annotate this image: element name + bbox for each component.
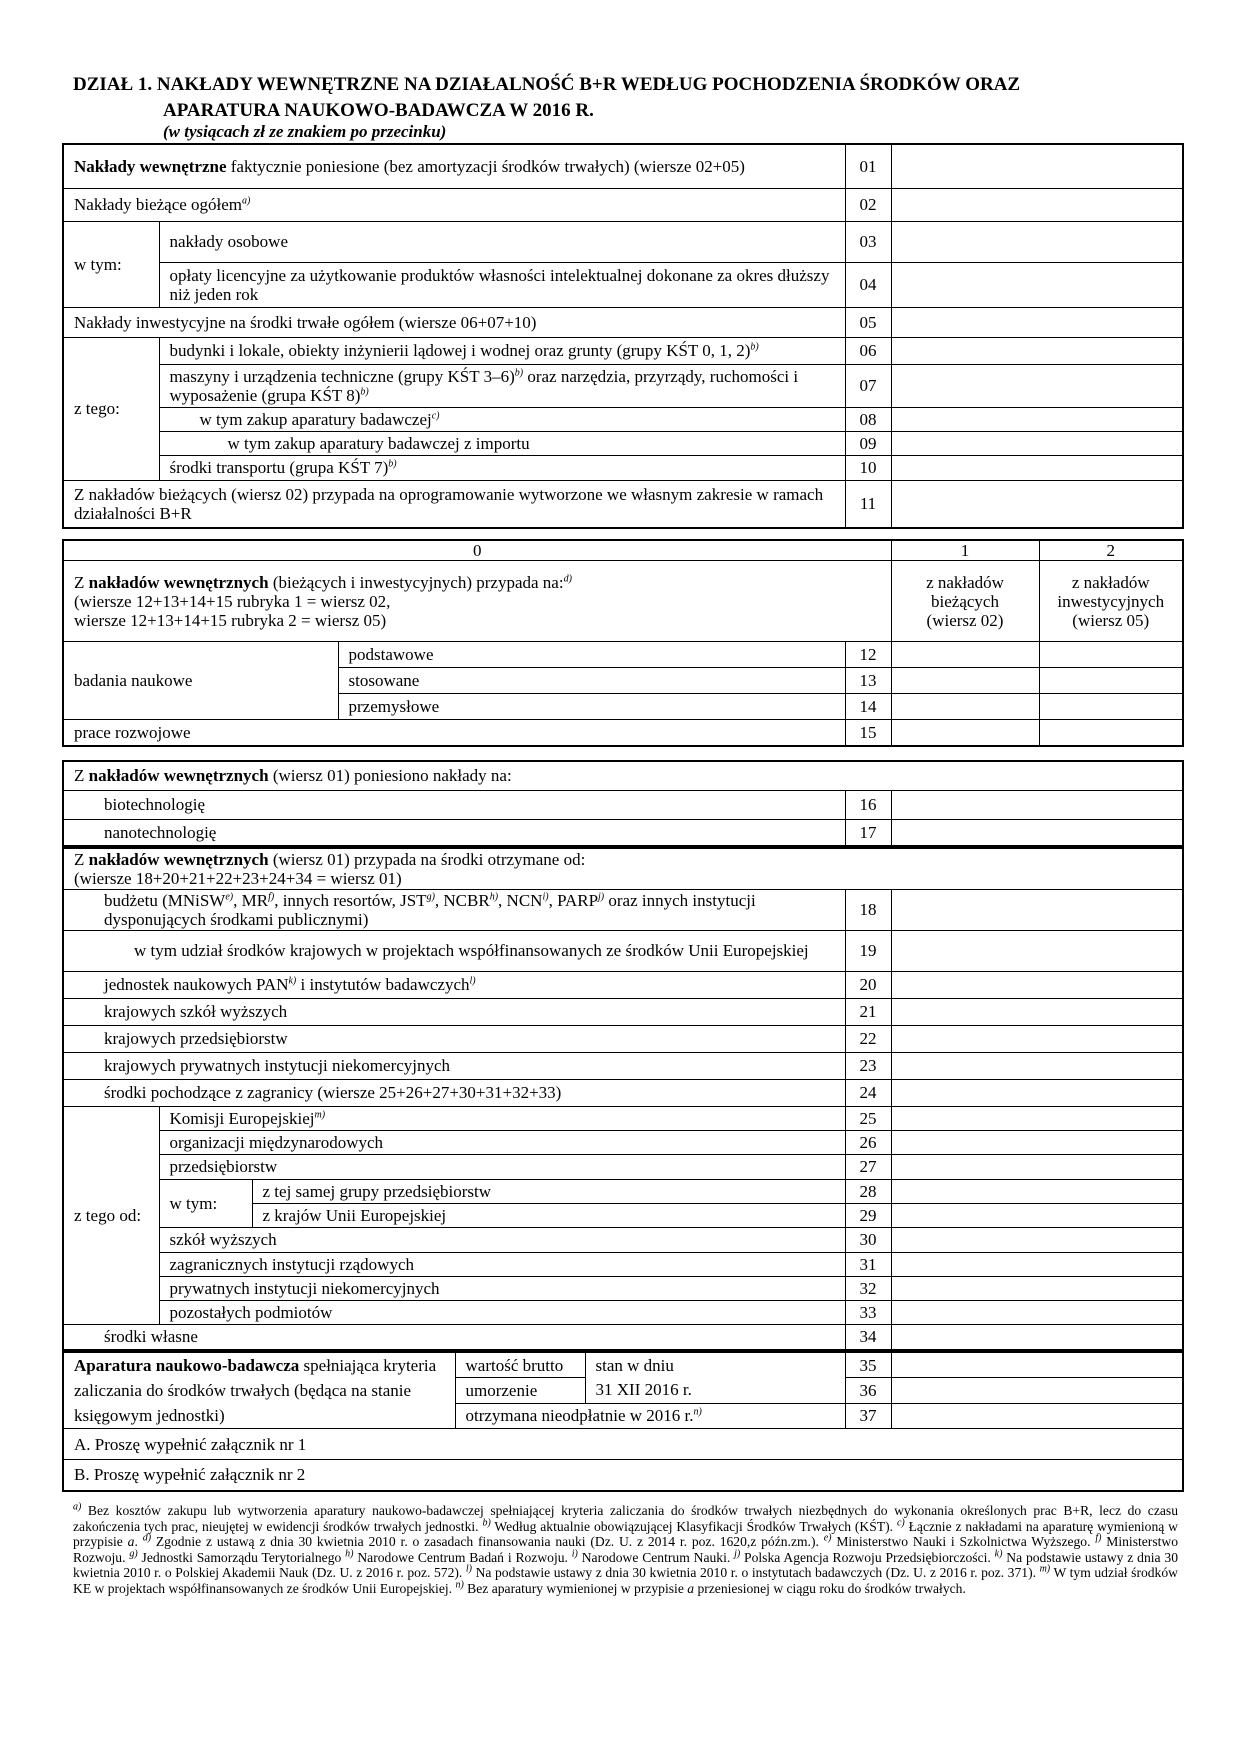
part4-intro: Z nakładów wewnętrznych (wiersz 01) przypada na środki otrzymane od: (wiersze 18+20+21+22+23+24+34 = wiersz 01) [63, 848, 1183, 889]
row-15: prace rozwojowe 15 [63, 720, 1183, 746]
row-29-label: z krajów Unii Europejskiej [252, 1203, 845, 1227]
row-13-col1-field[interactable] [891, 668, 1039, 694]
row-20: jednostek naukowych PAN$^{k)}$ i instytutów badawczych$^{l)}$ 20 [63, 971, 1183, 998]
row-01-value-field[interactable] [891, 144, 1183, 188]
column-numbers [63, 540, 1183, 561]
row-03: w tym: nakłady osobowe 03 [63, 221, 1183, 262]
row-05: Nakłady inwestycyjne na środki trwałe ogółem (wiersze 06+07+10) 05 [63, 307, 1183, 337]
row-14-col2-field[interactable] [1039, 694, 1183, 720]
w-tym-label: w tym: [63, 221, 159, 307]
row-08-label: w tym zakup aparatury badawczej$^{c)}$ [159, 407, 845, 431]
row-29: z krajów Unii Europejskiej 29 [63, 1203, 1183, 1227]
row-18-value-field[interactable] [891, 889, 1183, 930]
row-26-value-field[interactable] [891, 1130, 1183, 1154]
row-02: Nakłady bieżące ogółem$^{a)}$ 02 [63, 188, 1183, 221]
row-22-value-field[interactable] [891, 1025, 1183, 1052]
section-title-line1: DZIAŁ 1. NAKŁADY WEWNĘTRZNE NA DZIAŁALNOŚĆ B+R WEDŁUG POCHODZENIA ŚRODKÓW ORAZ [73, 74, 1021, 95]
z-tego-label: z tego: [63, 337, 159, 480]
row-36-value-field[interactable] [891, 1378, 1183, 1404]
row-32-label: prywatnych instytucji niekomercyjnych [159, 1276, 845, 1300]
row-35: Aparatura naukowo-badawcza spełniająca kryteria zaliczania do środków trwałych (będąca na stanie księgowym jednostki) wartość brutto stan w dniu 31 XII 2016 r. 35 [63, 1352, 1183, 1378]
note-b-row [63, 1460, 1183, 1491]
row-35-value-field[interactable] [891, 1352, 1183, 1378]
row-01-number: 01 [845, 144, 891, 188]
row-30: szkół wyższych 30 [63, 1227, 1183, 1252]
stan-w-dniu-label: stan w dniu 31 XII 2016 r. [585, 1352, 845, 1403]
row-10: środki transportu (grupa KŚT 7)$^{b)}$ 10 [63, 455, 1183, 480]
row-19: w tym udział środków krajowych w projektach współfinansowanych ze środków Unii Europejskiej 19 [63, 930, 1183, 971]
row-21-value-field[interactable] [891, 998, 1183, 1025]
part4-table [62, 847, 1184, 1351]
section-title-line2: APARATURA NAUKOWO-BADAWCZA W 2016 R. [163, 100, 594, 121]
row-13: stosowane 13 [63, 668, 1183, 694]
row-10-value-field[interactable] [891, 455, 1183, 480]
row-09: w tym zakup aparatury badawczej z importu 09 [63, 431, 1183, 455]
row-05-value-field[interactable] [891, 307, 1183, 337]
column-0-number: 0 [63, 540, 891, 561]
row-28-value-field[interactable] [891, 1179, 1183, 1203]
row-19-label: w tym udział środków krajowych w projektach współfinansowanych ze środków Unii Europejskiej [63, 930, 845, 971]
row-27-label: przedsiębiorstw [159, 1154, 845, 1179]
row-15-col1-field[interactable] [891, 720, 1039, 746]
row-02-label: Nakłady bieżące ogółem$^{a)}$ [63, 188, 845, 221]
row-32-value-field[interactable] [891, 1276, 1183, 1300]
row-09-label: w tym zakup aparatury badawczej z importu [159, 431, 845, 455]
part4-intro-row [63, 848, 1183, 889]
row-05-label: Nakłady inwestycyjne na środki trwałe ogółem (wiersze 06+07+10) [63, 307, 845, 337]
row-12-label: podstawowe [338, 642, 845, 668]
row-37: otrzymana nieodpłatnie w 2016 r.$^{n)}$ 37 [63, 1403, 1183, 1429]
row-22-label: krajowych przedsiębiorstw [63, 1025, 845, 1052]
units-note: (w tysiącach zł ze znakiem po przecinku) [163, 122, 447, 141]
row-14-label: przemysłowe [338, 694, 845, 720]
row-26: organizacji międzynarodowych 26 [63, 1130, 1183, 1154]
row-16: biotechnologię 16 [63, 790, 1183, 819]
row-36-label: umorzenie [455, 1378, 585, 1404]
part3-intro: Z nakładów wewnętrznych (wiersz 01) poniesiono nakłady na: [63, 761, 1183, 790]
row-20-value-field[interactable] [891, 971, 1183, 998]
row-34: środki własne 34 [63, 1324, 1183, 1350]
row-36: umorzenie 36 [63, 1378, 1183, 1404]
row-26-label: organizacji międzynarodowych [159, 1130, 845, 1154]
row-32: prywatnych instytucji niekomercyjnych 32 [63, 1276, 1183, 1300]
row-06: z tego: budynki i lokale, obiekty inżynierii lądowej i wodnej oraz grunty (grupy KŚT 0, 1, 2)$^{b)}$ 06 [63, 337, 1183, 364]
row-19-value-field[interactable] [891, 930, 1183, 971]
row-17: nanotechnologię 17 [63, 819, 1183, 846]
row-25-label: Komisji Europejskiej$^{m)}$ [159, 1106, 845, 1130]
row-28-label: z tej samej grupy przedsiębiorstw [252, 1179, 845, 1203]
row-20-label: jednostek naukowych PAN$^{k)}$ i instytutów badawczych$^{l)}$ [63, 971, 845, 998]
row-29-value-field[interactable] [891, 1203, 1183, 1227]
column-1-number: 1 [891, 540, 1039, 561]
row-18-label: budżetu (MNiSW$^{e)}$, MR$^{f)}$, innych resortów, JST$^{g)}$, NCBR$^{h)}$, NCN$^{i)}$, PARP$^{j)}$ oraz innych instytucji dysponujących środkami publicznymi) [63, 889, 845, 930]
row-31: zagranicznych instytucji rządowych 31 [63, 1252, 1183, 1276]
note-a-row [63, 1429, 1183, 1460]
row-37-label: otrzymana nieodpłatnie w 2016 r.$^{n)}$ [455, 1403, 845, 1429]
row-24-label: środki pochodzące z zagranicy (wiersze 25+26+27+30+31+32+33) [63, 1079, 845, 1106]
row-08-value-field[interactable] [891, 407, 1183, 431]
part3-intro-row [63, 761, 1183, 790]
row-25-value-field[interactable] [891, 1106, 1183, 1130]
row-25: z tego od: Komisji Europejskiej$^{m)}$ 25 [63, 1106, 1183, 1130]
row-28: w tym: z tej samej grupy przedsiębiorstw 28 [63, 1179, 1183, 1203]
row-16-value-field[interactable] [891, 790, 1183, 819]
row-18: budżetu (MNiSW$^{e)}$, MR$^{f)}$, innych resortów, JST$^{g)}$, NCBR$^{h)}$, NCN$^{i)}$, PARP$^{j)}$ oraz innych instytucji dysponujących środkami publicznymi) 18 [63, 889, 1183, 930]
column-2-number: 2 [1039, 540, 1183, 561]
row-09-value-field[interactable] [891, 431, 1183, 455]
row-10-label: środki transportu (grupa KŚT 7)$^{b)}$ [159, 455, 845, 480]
row-24-value-field[interactable] [891, 1079, 1183, 1106]
note-b: B. Proszę wypełnić załącznik nr 2 [63, 1460, 1183, 1491]
row-08: w tym zakup aparatury badawczej$^{c)}$ 08 [63, 407, 1183, 431]
part2-intro: Z nakładów wewnętrznych (bieżących i inwestycyjnych) przypada na:$^{d)}$ (wiersze 12+13+14+15 rubryka 1 = wiersz 02, wiersze 12+13+14+15 rubryka 2 = wiersz 05) [63, 561, 891, 642]
footnotes: $^{a)}$ Bez kosztów zakupu lub wytworzenia aparatury naukowo-badawczej spełniającej kryteria zaliczania do środków trwałych niezbędnych do wykonania określonych prac B+R, lecz do czasu zakończenia tych prac, nieujętej w ewidencji środków trwałych jednostki. $^{b)}$ Według aktualnie obowiązującej Klasyfikacji Środków Trwałych (KŚT). $^{c)}$ Łącznie z nakładami na aparaturę wymienioną w przypisie a. $^{d)}$ Zgodnie z ustawą z dnia 30 kwietnia 2010 r. o zasadach finansowania nauki (Dz. U. z 2014 r. poz. 1620,z późn.zm.). $^{e)}$ Ministerstwo Nauki i Szkolnictwa Wyższego. $^{f)}$ Ministerstwo Rozwoju. $^{g)}$ Jednostki Samorządu Terytorialnego $^{h)}$ Narodowe Centrum Badań i Rozwoju. $^{i)}$ Narodowe Centrum Nauki. $^{j)}$ Polska Agencja Rozwoju Przedsiębiorczości. $^{k)}$ Na podstawie ustawy z dnia 30 kwietnia 2010 r. o Polskiej Akademii Nauk (Dz. U. z 2016 r. poz. 572). $^{l)}$ Na podstawie ustawy z dnia 30 kwietnia 2010 r. o instytutach badawczych (Dz. U. z 2016 r. poz. 371). $^{m)}$ W tym udział środków KE w projektach współfinansowanych ze środków Unii Europejskiej. $^{n)}$ Bez aparatury wymienionej w przypisie a przeniesionej w ciągu roku do środków trwałych. [73, 1501, 1179, 1596]
row-06-value-field[interactable] [891, 337, 1183, 364]
row-04-value-field[interactable] [891, 262, 1183, 307]
part2-table [62, 539, 1184, 747]
part5-table [62, 1351, 1184, 1492]
row-03-value-field[interactable] [891, 221, 1183, 262]
row-35-label: wartość brutto [455, 1352, 585, 1378]
row-24: środki pochodzące z zagranicy (wiersze 25+26+27+30+31+32+33) 24 [63, 1079, 1183, 1106]
row-04: opłaty licencyjne za użytkowanie produktów własności intelektualnej dokonane za okres dłuższy niż jeden rok 04 [63, 262, 1183, 307]
row-15-label: prace rozwojowe [63, 720, 845, 746]
row-30-value-field[interactable] [891, 1227, 1183, 1252]
row-31-label: zagranicznych instytucji rządowych [159, 1252, 845, 1276]
row-03-label: nakłady osobowe [159, 221, 845, 262]
row-13-col2-field[interactable] [1039, 668, 1183, 694]
aparatura-label: Aparatura naukowo-badawcza spełniająca kryteria zaliczania do środków trwałych (będąca na stanie księgowym jednostki) [63, 1352, 455, 1429]
part3-table [62, 760, 1184, 847]
row-21: krajowych szkół wyższych 21 [63, 998, 1183, 1025]
row-34-label: środki własne [63, 1324, 845, 1350]
row-11-value-field[interactable] [891, 480, 1183, 528]
row-14-col1-field[interactable] [891, 694, 1039, 720]
part2-header [63, 561, 1183, 642]
part1-table [62, 143, 1184, 529]
row-07: maszyny i urządzenia techniczne (grupy KŚT 3–6)$^{b)}$ oraz narzędzia, przyrządy, ruchomości i wyposażenie (grupa KŚT 8)$^{b)}$ 07 [63, 364, 1183, 407]
row-23-value-field[interactable] [891, 1052, 1183, 1079]
row-11-label: Z nakładów bieżących (wiersz 02) przypada na oprogramowanie wytworzone we własnym zakresie w ramach działalności B+R [63, 480, 845, 528]
row-17-value-field[interactable] [891, 819, 1183, 846]
row-33-label: pozostałych podmiotów [159, 1300, 845, 1324]
column-2-header: z nakładów inwestycyjnych (wiersz 05) [1039, 561, 1183, 642]
row-27: przedsiębiorstw 27 [63, 1154, 1183, 1179]
row-11: Z nakładów bieżących (wiersz 02) przypada na oprogramowanie wytworzone we własnym zakresie w ramach działalności B+R 11 [63, 480, 1183, 528]
row-30-label: szkół wyższych [159, 1227, 845, 1252]
row-23: krajowych prywatnych instytucji niekomercyjnych 23 [63, 1052, 1183, 1079]
row-07-label: maszyny i urządzenia techniczne (grupy KŚT 3–6)$^{b)}$ oraz narzędzia, przyrządy, ruchomości i wyposażenie (grupa KŚT 8)$^{b)}$ [159, 364, 845, 407]
row-15-col2-field[interactable] [1039, 720, 1183, 746]
row-33: pozostałych podmiotów 33 [63, 1300, 1183, 1324]
row-34-value-field[interactable] [891, 1324, 1183, 1350]
row-33-value-field[interactable] [891, 1300, 1183, 1324]
row-04-label: opłaty licencyjne za użytkowanie produktów własności intelektualnej dokonane za okres dłuższy niż jeden rok [159, 262, 845, 307]
row-37-value-field[interactable] [891, 1403, 1183, 1429]
w-tym-label-2: w tym: [159, 1179, 252, 1227]
row-21-label: krajowych szkół wyższych [63, 998, 845, 1025]
row-02-value-field[interactable] [891, 188, 1183, 221]
row-06-label: budynki i lokale, obiekty inżynierii lądowej i wodnej oraz grunty (grupy KŚT 0, 1, 2)$^{b)}$ [159, 337, 845, 364]
row-12-col1-field[interactable] [891, 642, 1039, 668]
row-14: przemysłowe 14 [63, 694, 1183, 720]
z-tego-od-label: z tego od: [63, 1106, 159, 1324]
note-a: A. Proszę wypełnić załącznik nr 1 [63, 1429, 1183, 1460]
row-12: badania naukowe podstawowe 12 [63, 642, 1183, 668]
row-13-label: stosowane [338, 668, 845, 694]
badania-naukowe-label: badania naukowe [63, 642, 338, 720]
row-16-label: biotechnologię [63, 790, 845, 819]
row-01-label: Nakłady wewnętrzne faktycznie poniesione (bez amortyzacji środków trwałych) (wiersze 02+05) [63, 144, 845, 188]
row-07-value-field[interactable] [891, 364, 1183, 407]
column-1-header: z nakładów bieżących (wiersz 02) [891, 561, 1039, 642]
row-27-value-field[interactable] [891, 1154, 1183, 1179]
row-17-label: nanotechnologię [63, 819, 845, 846]
row-22: krajowych przedsiębiorstw 22 [63, 1025, 1183, 1052]
row-23-label: krajowych prywatnych instytucji niekomercyjnych [63, 1052, 845, 1079]
row-01 [63, 144, 1183, 188]
row-12-col2-field[interactable] [1039, 642, 1183, 668]
row-31-value-field[interactable] [891, 1252, 1183, 1276]
